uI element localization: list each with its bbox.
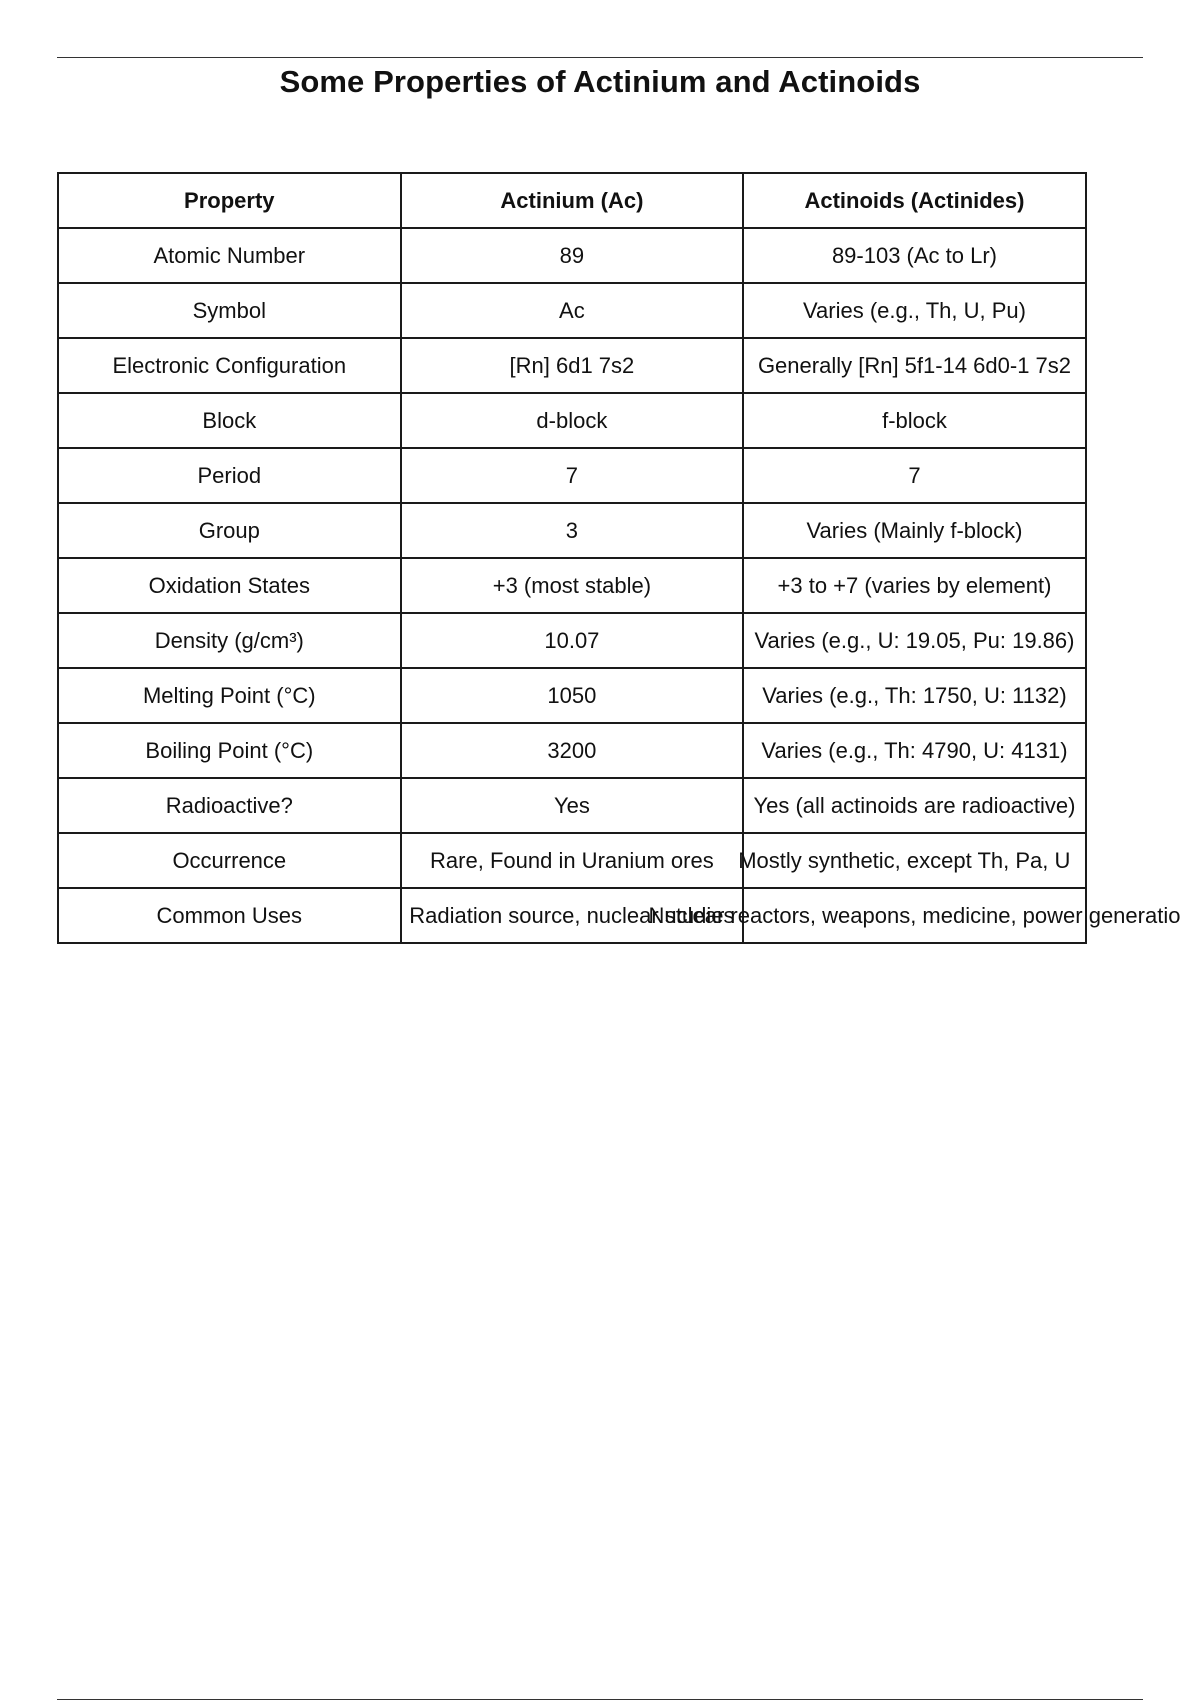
table-row: [58, 778, 1086, 833]
cell-property: [58, 558, 401, 613]
cell-property: [58, 888, 401, 943]
table-row: [58, 558, 1086, 613]
cell-property: [58, 283, 401, 338]
table-row: [58, 393, 1086, 448]
cell-text: f-block: [882, 407, 947, 433]
properties-table: [57, 172, 1181, 944]
cell-property: [58, 778, 401, 833]
cell-text: Oxidation States: [148, 572, 311, 598]
cell-actinoids: [743, 228, 1086, 283]
table-row: [58, 503, 1086, 558]
cell-property: [58, 228, 401, 283]
cell-text: 89-103 (Ac to Lr): [831, 242, 998, 268]
cell-text: 89: [559, 242, 585, 268]
cell-text: Atomic Number: [153, 242, 306, 268]
cell-text: Boiling Point (°C): [145, 737, 314, 763]
cell-text: [Rn] 6d1 7s2: [509, 352, 635, 378]
cell-text: Period: [197, 462, 262, 488]
table-row: [58, 668, 1086, 723]
table-row: [58, 613, 1086, 668]
cell-text: Mostly synthetic, except Th, Pa, U: [738, 847, 1071, 873]
cell-actinoids: [743, 723, 1086, 778]
cell-text: Melting Point (°C): [142, 682, 316, 708]
table-row: [58, 888, 1086, 943]
table-row: [58, 723, 1086, 778]
page-title: Some Properties of Actinium and Actinoids: [279, 64, 921, 99]
cell-text: Varies (e.g., U: 19.05, Pu: 19.86): [754, 627, 1075, 653]
cell-property: [58, 668, 401, 723]
cell-text: Occurrence: [172, 847, 287, 873]
cell-text: Radioactive?: [165, 792, 293, 818]
header-actinoids: [743, 173, 1086, 228]
cell-property: [58, 448, 401, 503]
cell-actinoids: [743, 668, 1086, 723]
cell-text: Generally [Rn] 5f1-14 6d0-1 7s2: [757, 352, 1072, 378]
cell-text: Nuclear reactors, weapons, medicine, power generatio: [648, 902, 1181, 928]
header-label: Actinoids (Actinides): [804, 187, 1025, 213]
cell-actinoids: [743, 503, 1086, 558]
cell-text: Varies (Mainly f-block): [806, 517, 1023, 543]
cell-text: d-block: [536, 407, 608, 433]
cell-property: [58, 393, 401, 448]
cell-text: Radiation source, nuclear studies: [409, 902, 735, 928]
cell-text: 10.07: [544, 627, 600, 653]
cell-actinium: [401, 283, 744, 338]
cell-text: Varies (e.g., Th: 4790, U: 4131): [761, 737, 1068, 763]
cell-actinoids: [743, 613, 1086, 668]
cell-actinoids: [743, 338, 1086, 393]
cell-actinoids: [743, 558, 1086, 613]
cell-text: Density (g/cm³): [154, 627, 304, 653]
cell-actinium: [401, 228, 744, 283]
cell-actinoids: [648, 888, 1181, 943]
table-row: [58, 448, 1086, 503]
cell-text: 3200: [547, 737, 597, 763]
cell-actinium: [401, 613, 744, 668]
cell-actinium: [401, 338, 744, 393]
cell-property: [58, 338, 401, 393]
header-actinium: [401, 173, 744, 228]
cell-actinoids: [743, 448, 1086, 503]
cell-text: Electronic Configuration: [112, 352, 347, 378]
cell-text: +3 to +7 (varies by element): [777, 572, 1052, 598]
table-row: [58, 338, 1086, 393]
cell-text: 7: [908, 462, 921, 488]
header-property: [58, 173, 401, 228]
cell-text: Yes (all actinoids are radioactive): [753, 792, 1076, 818]
cell-text: Varies (e.g., Th: 1750, U: 1132): [762, 682, 1067, 708]
top-rule: [57, 57, 1143, 58]
cell-actinium: [401, 503, 744, 558]
cell-actinium: [401, 778, 744, 833]
header-label: Property: [184, 187, 275, 213]
cell-actinium: [401, 833, 744, 888]
cell-property: [58, 613, 401, 668]
cell-text: Common Uses: [156, 902, 303, 928]
table-row: [58, 228, 1086, 283]
cell-text: 3: [565, 517, 579, 543]
cell-actinoids: [743, 283, 1086, 338]
cell-text: 7: [565, 462, 579, 488]
table-header-row: [58, 173, 1086, 228]
table-row: [58, 283, 1086, 338]
cell-text: 1050: [547, 682, 597, 708]
cell-property: [58, 833, 401, 888]
cell-actinium: [401, 558, 744, 613]
cell-text: Ac: [559, 297, 585, 323]
cell-property: [58, 723, 401, 778]
cell-actinoids: [738, 833, 1086, 888]
cell-text: Yes: [553, 792, 590, 818]
cell-actinoids: [743, 778, 1086, 833]
cell-actinium: [401, 448, 744, 503]
cell-text: +3 (most stable): [492, 572, 652, 598]
cell-text: Rare, Found in Uranium ores: [430, 847, 714, 873]
cell-actinium: [401, 668, 744, 723]
table-row: [58, 833, 1086, 888]
cell-actinium: [401, 393, 744, 448]
cell-actinoids: [743, 393, 1086, 448]
header-label: Actinium (Ac): [500, 187, 644, 213]
cell-property: [58, 503, 401, 558]
cell-text: Varies (e.g., Th, U, Pu): [803, 297, 1026, 323]
cell-text: Group: [198, 517, 260, 543]
cell-actinium: [401, 723, 744, 778]
cell-text: Block: [202, 407, 257, 433]
cell-text: Symbol: [192, 297, 266, 323]
